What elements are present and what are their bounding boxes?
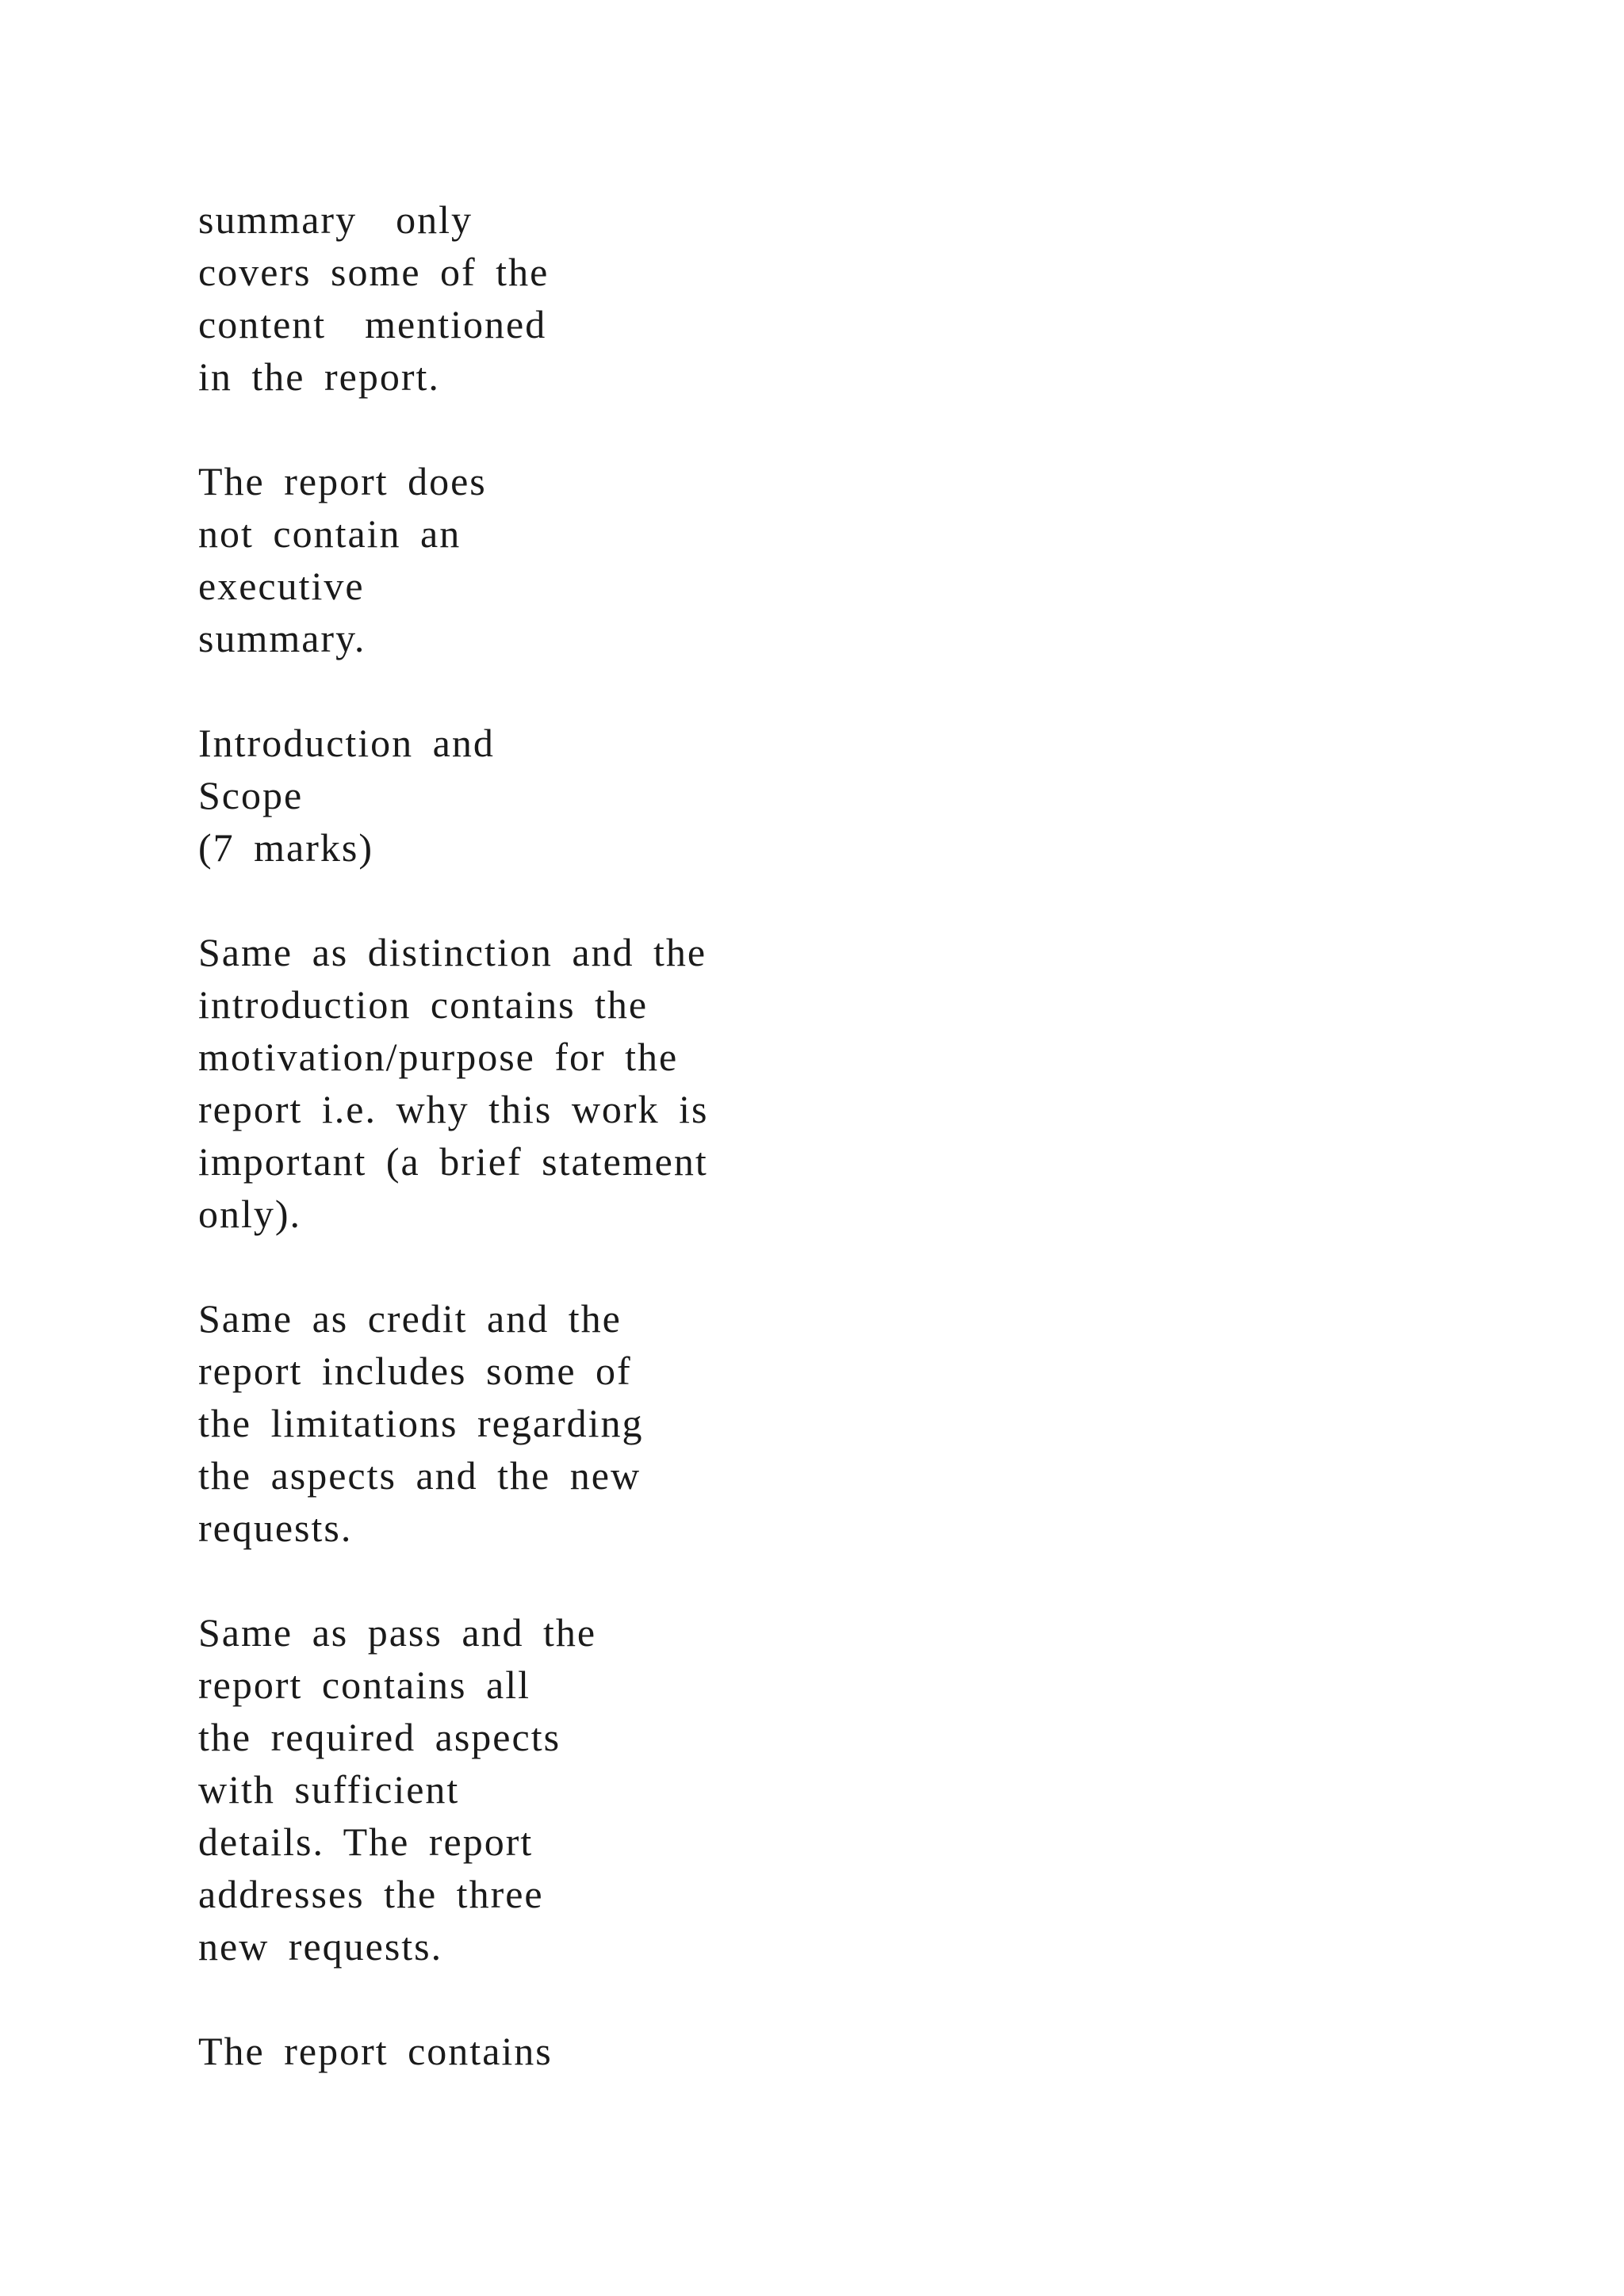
paragraph-no-executive-summary xyxy=(198,455,1388,664)
text-line: the aspects and the new xyxy=(198,1453,642,1498)
text-line: requests. xyxy=(198,1506,353,1550)
text-line: in the report. xyxy=(198,354,440,399)
text-line: Same as credit and the xyxy=(198,1296,622,1341)
text-line: Same as distinction and the xyxy=(198,930,707,974)
text-line: motivation/purpose for the xyxy=(198,1035,679,1079)
paragraph-summary-covers-some xyxy=(198,193,1388,403)
text-line: report i.e. why this work is xyxy=(198,1087,709,1131)
text-line: executive xyxy=(198,564,365,608)
text-line: with sufficient xyxy=(198,1767,460,1812)
text-line: the limitations regarding xyxy=(198,1401,644,1445)
text-line: only). xyxy=(198,1192,302,1236)
text-line: summary only xyxy=(198,197,473,242)
text-line: The report does xyxy=(198,459,487,503)
text-line: (7 marks) xyxy=(198,825,373,870)
paragraph-distinction xyxy=(198,1292,1388,1554)
text-line: summary. xyxy=(198,616,366,660)
text-line: Same as pass and the xyxy=(198,1610,597,1655)
text-line: report includes some of xyxy=(198,1349,632,1393)
paragraph-high-distinction xyxy=(198,926,1388,1240)
text-line: Introduction and xyxy=(198,721,495,765)
text-line: covers some of the xyxy=(198,250,550,294)
text-line: The report contains xyxy=(198,2029,553,2073)
paragraph-pass xyxy=(198,2025,1388,2077)
text-line: new requests. xyxy=(198,1924,443,1969)
text-line: important (a brief statement xyxy=(198,1139,708,1184)
text-line: the required aspects xyxy=(198,1715,561,1759)
text-line: details. The report xyxy=(198,1820,534,1864)
criterion-heading-introduction-scope xyxy=(198,717,1388,874)
text-line: not contain an xyxy=(198,511,462,556)
paragraph-credit xyxy=(198,1606,1388,1973)
text-line: content mentioned xyxy=(198,302,547,346)
text-line: addresses the three xyxy=(198,1872,544,1916)
text-line: introduction contains the xyxy=(198,982,649,1027)
text-line: Scope xyxy=(198,773,304,817)
document-body xyxy=(198,193,1388,2130)
text-line: report contains all xyxy=(198,1663,530,1707)
